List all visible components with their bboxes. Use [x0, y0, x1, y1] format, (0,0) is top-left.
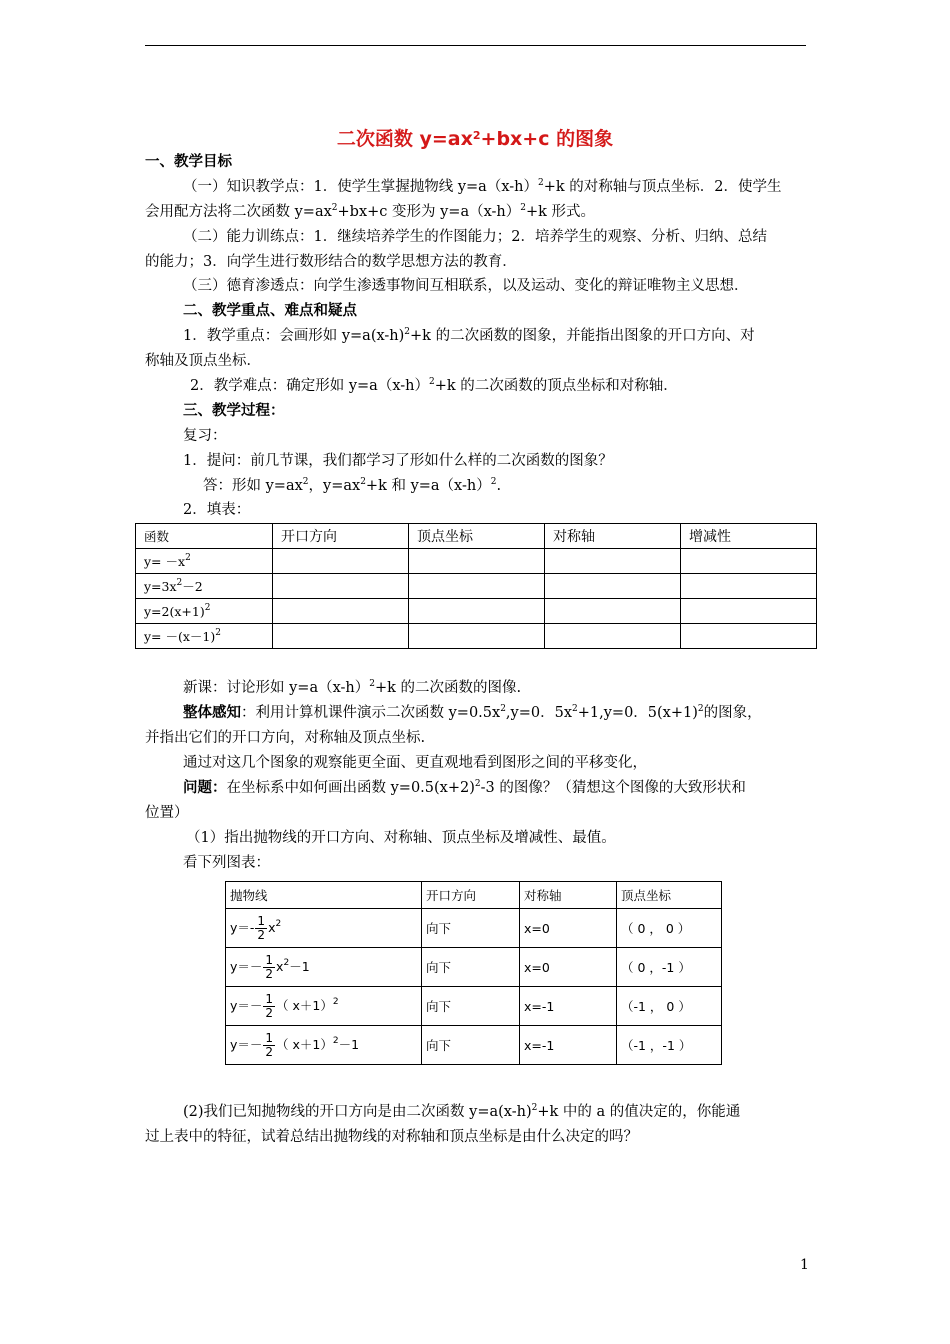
- answer-1: 答：形如 $y=ax^2$，$y=ax^2+k$ 和 $y=a(x-h)^2$.: [203, 477, 502, 494]
- blank-cell: [273, 599, 409, 624]
- table-row: [136, 599, 817, 624]
- blank-cell: [273, 624, 409, 649]
- table-header-cell: 增减性: [681, 524, 817, 549]
- table-row: [226, 909, 722, 948]
- blank-cell: [681, 624, 817, 649]
- blank-cell: [273, 549, 409, 574]
- parabola-formula: y＝－ $\frac{1}{2}$ （ x＋1）$^2$: [226, 987, 422, 1026]
- table-header-row: [226, 882, 722, 909]
- step-2-line2: 过上表中的特征，试着总结出抛物线的对称轴和顶点坐标是由什么决定的吗？: [145, 1129, 638, 1145]
- see-chart-label: 看下列图表：: [183, 855, 270, 871]
- axis-cell: x=0: [520, 909, 617, 948]
- fraction: $\frac{1}{2}$: [265, 991, 274, 1020]
- table-header-cell: 开口方向: [273, 524, 409, 549]
- parabola-formula: y＝－ $\frac{1}{2}$ （ x＋1）$^2$－1: [226, 1026, 422, 1065]
- table-header-cell: 开口方向: [422, 882, 520, 909]
- goal-ability-line2: 的能力；3．向学生进行数形结合的数学思想方法的教育．: [145, 254, 517, 270]
- blank-cell: [545, 624, 681, 649]
- table-row: [136, 624, 817, 649]
- blank-cell: [409, 599, 545, 624]
- difficult-point: 2．教学难点：确定形如 $y=a(x-h)^2+k$ 的二次函数的顶点坐标和对称轴．: [190, 377, 678, 394]
- blank-cell: [681, 599, 817, 624]
- axis-cell: x=-1: [520, 987, 617, 1026]
- review-label: 复习：: [183, 428, 227, 444]
- overall-perception-line2: 并指出它们的开口方向，对称轴及顶点坐标.: [145, 730, 426, 746]
- observation-text: 通过对这几个图象的观察能更全面、更直观地看到图形之间的平移变化，: [183, 755, 647, 771]
- key-point-line2: 称轴及顶点坐标．: [145, 353, 261, 369]
- page-number: 1: [800, 1257, 809, 1273]
- table-header-cell: 顶点坐标: [617, 882, 722, 909]
- table-header-row: [136, 524, 817, 549]
- table-header-cell: 对称轴: [545, 524, 681, 549]
- table-header-cell: 顶点坐标: [409, 524, 545, 549]
- blank-cell: [273, 574, 409, 599]
- blank-cell: [681, 549, 817, 574]
- goal-knowledge-line2: 会用配方法将二次函数 $y=ax^2+bx+c$ 变形为 $y=a(x-h)^2+k$ 形式。: [145, 203, 596, 220]
- table-row: [136, 549, 817, 574]
- function-cell: $y=3x^2-2$: [136, 574, 273, 599]
- blank-cell: [545, 549, 681, 574]
- step-2-line1: (2)我们已知抛物线的开口方向是由二次函数 $y=a(x-h)^2+k$ 中的 a 的值决定的，你能通: [183, 1103, 741, 1120]
- section-heading-goals: 一、教学目标: [145, 154, 232, 170]
- overall-perception-line1: 整体感知：利用计算机课件演示二次函数 $y=0.5x^2,y=0$．$5x^2+1,y=0$．$5(x+1)^2$的图象，: [183, 704, 762, 721]
- parabola-table: [225, 881, 722, 1065]
- goal-knowledge-line1: （一）知识教学点：1．使学生掌握抛物线 $y=a(x-h)^2+k$ 的对称轴与顶点坐标．2．使学生: [183, 178, 782, 195]
- key-point-line1: 1．教学重点：会画形如 $y=a(x-h)^2+k$ 的二次函数的图象，并能指出图象的开口方向、对: [183, 327, 755, 344]
- fraction: $\frac{1}{2}$: [265, 1030, 274, 1059]
- fraction: $\frac{1}{2}$: [257, 913, 266, 942]
- function-cell: $y= -x^2$: [136, 549, 273, 574]
- direction-cell: 向下: [422, 987, 520, 1026]
- problem-line2: 位置）: [145, 805, 189, 821]
- step-1: （1）指出抛物线的开口方向、对称轴、顶点坐标及增减性、最值。: [186, 830, 616, 846]
- question-2: 2．填表：: [183, 502, 251, 518]
- new-lesson: 新课：讨论形如 $y=a(x-h)^2+k$ 的二次函数的图像.: [183, 679, 522, 696]
- goal-ability-line1: （二）能力训练点：1．继续培养学生的作图能力；2．培养学生的观察、分析、归纳、总结: [183, 229, 767, 245]
- direction-cell: 向下: [422, 948, 520, 987]
- header-rule: [145, 45, 806, 46]
- function-cell: $y= -(x-1)^2$: [136, 624, 273, 649]
- problem-line1: 问题：在坐标系中如何画出函数 $y=0.5(x+2)^2-3$ 的图像？（猜想这个图像的大致形状和: [183, 779, 746, 796]
- page-title: 二次函数 $y=ax^2+bx+c$ 的图象: [336, 128, 614, 150]
- table-row: [136, 574, 817, 599]
- goal-moral: （三）德育渗透点：向学生渗透事物间互相联系，以及运动、变化的辩证唯物主义思想．: [183, 278, 749, 294]
- table-header-cell: 对称轴: [520, 882, 617, 909]
- blank-cell: [409, 624, 545, 649]
- direction-cell: 向下: [422, 1026, 520, 1065]
- section-heading-process: 三、教学过程：: [183, 403, 285, 419]
- section-heading-keypoints: 二、教学重点、难点和疑点: [183, 303, 357, 319]
- vertex-cell: （-1 ，-1 ）: [617, 1026, 722, 1065]
- table-row: [226, 987, 722, 1026]
- blank-cell: [409, 574, 545, 599]
- vertex-cell: （ 0 ，-1 ）: [617, 948, 722, 987]
- blank-cell: [545, 599, 681, 624]
- table-row: [226, 948, 722, 987]
- fraction: $\frac{1}{2}$: [265, 952, 274, 981]
- function-cell: $y=2(x+1)^2$: [136, 599, 273, 624]
- vertex-cell: （-1 ， 0 ）: [617, 987, 722, 1026]
- blank-cell: [409, 549, 545, 574]
- fill-in-table: [135, 523, 817, 649]
- table-header-cell: 函数: [136, 524, 273, 549]
- axis-cell: x=-1: [520, 1026, 617, 1065]
- axis-cell: x=0: [520, 948, 617, 987]
- table-header-cell: 抛物线: [226, 882, 422, 909]
- table-row: [226, 1026, 722, 1065]
- parabola-formula: y＝- $\frac{1}{2}$ $x^2$: [226, 909, 422, 948]
- question-1: 1．提问：前几节课，我们都学习了形如什么样的二次函数的图象？: [183, 453, 613, 469]
- vertex-cell: （ 0 ， 0 ）: [617, 909, 722, 948]
- blank-cell: [681, 574, 817, 599]
- direction-cell: 向下: [422, 909, 520, 948]
- parabola-formula: y＝－ $\frac{1}{2}$ $x^2-1$: [226, 948, 422, 987]
- blank-cell: [545, 574, 681, 599]
